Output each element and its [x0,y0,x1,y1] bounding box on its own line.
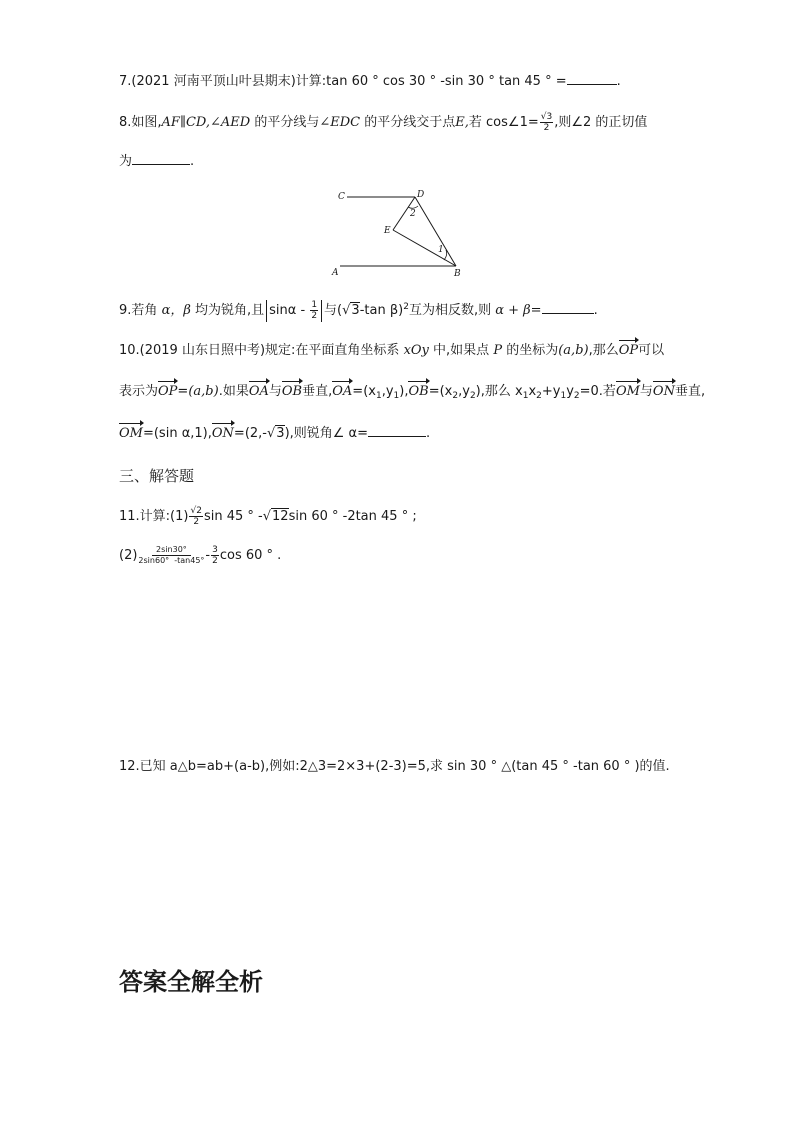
question-8-line-1 [119,112,647,133]
q9-abs-left [266,300,267,322]
q8-frac-den: 2 [543,123,550,133]
q10-line1-b: 中,如果点 [433,343,490,358]
q10-line1-a: 10.(2019 山东日照中考)规定:在平面直角坐标系 [119,343,400,358]
q11-fraction-1 [189,506,202,527]
q11-text-a: sin 45 ° - [203,509,263,524]
label-angle-1: 1 [438,245,444,255]
q10-vector-ob-2: OB [408,384,429,399]
q8-text-d: 若 cos∠1= [468,115,539,130]
q8-fraction [540,112,553,133]
q8-point-e: E, [455,115,469,130]
q10-vector-on-2: ON [211,426,234,441]
q11-number: 11.计算:(1) [119,509,189,524]
q10-line2-q: 与 [639,384,653,399]
q9-text-b: 均为锐角,且 [195,303,265,318]
label-c: C [338,192,345,202]
q10-line1-e: 可以 [638,343,665,358]
angle-2-arc [408,206,418,208]
question-12: 12.已知 a△b=ab+(a-b),例如:2△3=2×3+(2-3)=5,求 sin 30 ° △(tan 45 ° -tan 60 ° )的值. [119,759,670,774]
q11-part2-label: (2) [119,548,138,563]
label-d: D [417,190,425,200]
q10-line2-k: ,y [458,384,470,399]
q9-text-d: -tan β) [359,303,404,318]
q10-line2-j: =(x [428,384,453,399]
q8-angle-edc: ∠EDC [319,115,361,130]
q10-ab: (a,b) [558,343,589,358]
q10-line2-l: ),那么 x [475,384,523,399]
q9-abs-right [321,300,322,322]
q9-square: 2 [403,302,409,312]
q8-number: 8. [119,115,132,130]
q10-line2-c: (a,b) [188,384,219,399]
q11-fraction-2 [211,545,219,566]
q7-source: (2021 河南平顶山叶县期末) [131,74,296,89]
line-db [415,197,456,266]
q10-line2-a: 表示为 [119,384,159,399]
q8-text-a: 如图, [131,115,162,130]
q10-line2-m: x [528,384,537,399]
q11-frac-num: √2 [190,506,202,516]
q10-line2-p: =0.若 [579,384,616,399]
q10-point-p: P [493,343,503,358]
q10-vector-oa: OA [248,384,269,399]
q8-line2-text: 为 [119,154,133,169]
label-b: B [454,269,461,278]
q10-line2-o: y [566,384,574,399]
question-8-line-2 [119,152,194,171]
q9-sqrt3: 3 [351,303,360,318]
q9-sum-expr: α + β= [495,303,542,318]
q10-vector-op-2: OP [158,384,178,399]
q11-text-c: cos 60 ° . [219,548,282,563]
q10-line2-d: .如果 [218,384,249,399]
q10-vector-om: OM [615,384,640,399]
q11-frac2-num: 3 [212,545,218,555]
question-10-line-2: 表示为OP=(a,b).如果OA与OB垂直$,OA=(x_1,y_1),OB=(x_2,y_2)$,那么 $x_1x_2+y_1y_2=0$.若OM与ON垂直, [119,384,706,401]
q9-sin-alpha: sinα - [269,303,306,318]
q11-minus: - [205,548,211,563]
q10-line2-b: = [177,384,189,399]
q9-text-c: 与( [324,303,343,318]
q9-number: 9. [119,303,132,318]
q8-text-e: ,则∠2 的正切值 [554,115,648,130]
question-10-line-3: OM=(sin α,1),ON=(2,-√3),则锐角∠ α= . [119,426,431,441]
label-angle-2: 2 [410,209,416,219]
q8-expr-af-cd: AF∥CD, [161,115,210,130]
q10-vector-on: ON [652,384,675,399]
q10-line3-b: =(2,- [233,426,267,441]
q10-line2-r: 垂直, [674,384,706,399]
q10-line3-a: =(sin α,1), [142,426,212,441]
section-3-heading: 三、解答题 [119,467,195,485]
q10-line1-d: ,那么 [588,343,619,358]
q9-fraction [310,300,318,321]
question-11-part-2 [119,545,281,566]
answers-heading: 答案全解全析 [119,968,263,996]
q10-sqrt3: 3 [276,426,285,441]
q9-frac-den: 2 [311,311,318,321]
q10-vector-ob: OB [281,384,303,399]
q11-sqrt12: 12 [272,509,289,524]
q8-end: . [190,154,195,169]
q10-line3-c: ),则锐角∠ α= [284,426,369,441]
q9-frac-num: 1 [311,300,318,310]
q7-text: 计算:tan 60 ° cos 30 ° -sin 30 ° tan 45 ° = [295,74,567,89]
q8-text-b: 的平分线与 [254,115,320,130]
line-eb [393,230,456,266]
q10-line2-n: +y [541,384,561,399]
q8-frac-num: √3 [540,112,553,122]
q10-line2-e: 与 [268,384,282,399]
question-11-part-1: 11.计算:(1) $\frac{√2}{2}$ sin 45 ° -√12sin 60 ° -2tan 45 ° ; [119,506,417,527]
q10-line2-h: ,y [381,384,394,399]
q10-end: . [426,426,431,441]
q10-answer-blank[interactable] [368,424,426,437]
q10-xoy: xOy [403,343,429,358]
q11-big-fraction [138,545,204,566]
q10-line1-c: 的坐标为 [506,343,559,358]
q10-line2-f: 垂直, [302,384,333,399]
q10-vector-om-2: OM [119,426,143,441]
q10-line2-g: =(x [352,384,376,399]
q11-big-num: 2sin30° [152,545,191,556]
q8-angle-aed: ∠AED [210,115,251,130]
q11-text-b: sin 60 ° -2tan 45 ° ; [288,509,417,524]
q11-frac-den: 2 [193,517,200,527]
q8-answer-blank[interactable] [132,152,190,165]
geometry-figure [330,186,470,278]
label-a: A [332,268,339,278]
question-9: 9.若角 α，β 均为锐角,且 sinα - $\frac{1}{2}$ 与(√3-tan β)$^2$互为相反数,则 α + β= . [119,300,598,321]
question-7 [119,72,621,91]
label-e: E [384,226,391,236]
q11-frac2-den: 2 [212,556,218,566]
q7-answer-blank[interactable] [567,72,617,85]
q7-end: . [616,74,621,89]
q10-vector-oa-2: OA [332,384,353,399]
angle-1-arc [444,250,447,260]
q9-answer-blank[interactable] [542,301,594,314]
q10-vector-op: OP [618,343,639,358]
q9-text-a: 若角 [131,303,158,318]
q7-number: 7. [119,74,132,89]
question-10-line-1 [119,342,664,360]
q9-end: . [593,303,598,318]
q10-line2-i: ), [399,384,409,399]
q9-alpha-beta: α，β [161,303,191,318]
q8-text-c: 的平分线交于点 [364,115,456,130]
q11-big-den: 2sin60° -tan45° [138,556,205,565]
q9-text-e: 互为相反数,则 [408,303,492,318]
